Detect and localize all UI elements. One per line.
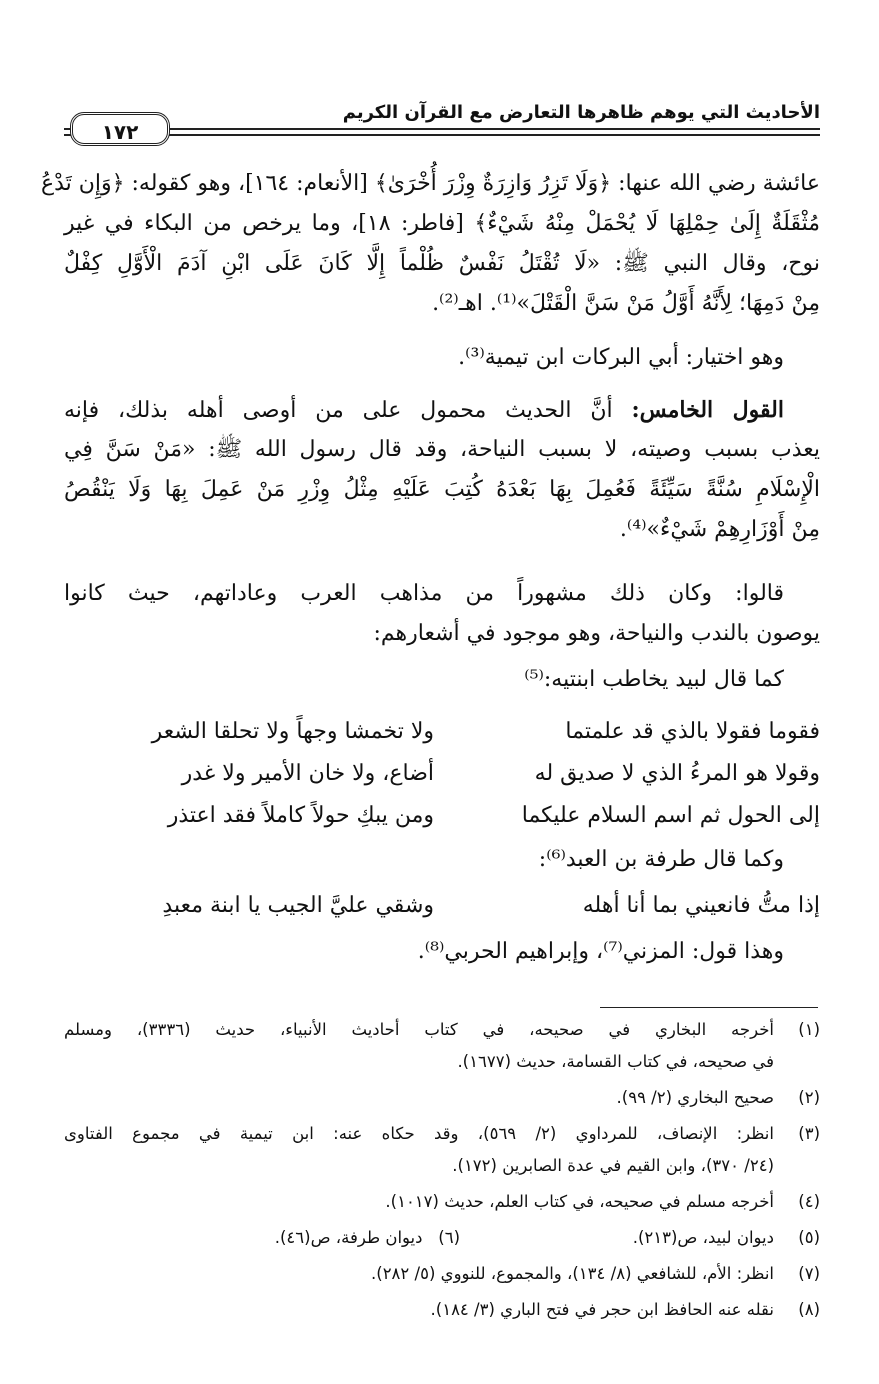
header-rule xyxy=(64,128,820,130)
text-line: مِنْ أَوْزَارِهِمْ شَيْءٌ»⁽⁴⁾. xyxy=(619,517,820,542)
footnote-number: (٢) xyxy=(798,1088,820,1107)
footnote-text: انظر: الإنصاف، للمرداوي (٢/ ٥٦٩)، وقد حكاه عنه: ابن تيمية في مجموع الفتاوى xyxy=(64,1124,774,1143)
footnote-number: (٦) xyxy=(438,1228,460,1247)
footnote-text: ديوان طرفة، ص(٤٦). xyxy=(274,1228,423,1247)
footnote-text: في صحيحه، في كتاب القسامة، حديث (١٦٧٧). xyxy=(457,1052,774,1071)
verse-first-hemistich: إذا متُّ فانعيني بما أنا أهله xyxy=(582,893,820,918)
footnote-text: (٢٤/ ٣٧٠)، وابن القيم في عدة الصابرين (١٧٢). xyxy=(452,1156,774,1175)
text-span: أنَّ الحديث محمول على من أوصى أهله بذلك، فإنه xyxy=(64,398,613,423)
footnote-second-entry xyxy=(275,1222,460,1254)
verse-second-hemistich: أضاع، ولا خان الأمير ولا غدر xyxy=(181,761,434,786)
footnote xyxy=(64,1222,820,1254)
footnote-text: انظر: الأم، للشافعي (٨/ ١٣٤)، والمجموع، للنووي (٥/ ٢٨٢). xyxy=(371,1264,774,1283)
verse-first-hemistich: إلى الحول ثم اسم السلام عليكما xyxy=(521,803,820,828)
text-line: عائشة رضي الله عنها: ﴿وَلَا تَزِرُ وَازِرَةٌ وِزْرَ أُخْرَىٰ﴾ [الأنعام: ١٦٤]، وهو كقوله: ﴿وَإِن تَدْعُ xyxy=(40,171,820,196)
bold-lead: القول الخامس: xyxy=(631,397,784,423)
poetry-verse xyxy=(64,886,820,926)
poetry-verse xyxy=(64,754,820,794)
text-line: نوح، وقال النبي ﷺ: «لَا تُقْتَلُ نَفْسٌ ظُلْماً إِلَّا كَانَ عَلَى ابْنِ آدَمَ الْأَوَّلِ كِفْلٌ xyxy=(64,251,820,276)
text-line: قالوا: وكان ذلك مشهوراً من مذاهب العرب وعاداتهم، حيث كانوا xyxy=(64,581,784,606)
footnote xyxy=(64,1258,820,1290)
text-line: كما قال لبيد يخاطب ابنتيه:⁽⁵⁾ xyxy=(524,667,784,692)
text-line xyxy=(64,390,820,430)
footnote-number: (٧) xyxy=(798,1264,820,1283)
verse-second-hemistich: ولا تخمشا وجهاً ولا تحلقا الشعر xyxy=(151,719,434,744)
page-number: ١٧٢ xyxy=(70,112,170,146)
footnote-text: ديوان لبيد، ص(٢١٣). xyxy=(632,1228,774,1247)
footnote-number: (٥) xyxy=(798,1228,820,1247)
footnote xyxy=(64,1186,820,1218)
text-line: الْإِسْلَامِ سُنَّةً سَيِّئَةً فَعُمِلَ بِهَا بَعْدَهُ كُتِبَ عَلَيْهِ مِثْلُ وِزْرِ مَنْ عَمِلَ بِهَا وَلَا يَنْقُصُ xyxy=(64,477,820,502)
text-line: وهذا قول: المزني⁽⁷⁾، وإبراهيم الحربي⁽⁸⁾. xyxy=(417,939,784,964)
footnote-continuation xyxy=(64,1046,820,1078)
footnote-continuation xyxy=(64,1150,820,1182)
header-rule xyxy=(64,134,820,136)
footnote xyxy=(64,1082,820,1114)
verse-second-hemistich: ومن يبكِ حولاً كاملاً فقد اعتذر xyxy=(167,803,434,828)
text-line: وهو اختيار: أبي البركات ابن تيمية⁽³⁾. xyxy=(458,345,784,370)
text-line: يعذب بسبب وصيته، لا بسبب النياحة، وقد قال رسول الله ﷺ: «مَنْ سَنَّ فِي xyxy=(64,437,820,462)
verse-second-hemistich: وشقي عليَّ الجيب يا ابنة معبدِ xyxy=(162,893,434,918)
footnote xyxy=(64,1294,820,1326)
footnote-text: أخرجه البخاري في صحيحه، في كتاب أحاديث الأنبياء، حديث (٣٣٣٦)، ومسلم xyxy=(64,1020,774,1039)
footnote xyxy=(64,1118,820,1150)
footnote-number: (٤) xyxy=(798,1192,820,1211)
running-title: الأحاديث التي يوهم ظاهرها التعارض مع القرآن الكريم xyxy=(342,102,820,123)
footnote-text: صحيح البخاري (٢/ ٩٩). xyxy=(616,1088,774,1107)
text-line: يوصون بالندب والنياحة، وهو موجود في أشعارهم: xyxy=(373,621,820,646)
footnote-text: نقله عنه الحافظ ابن حجر في فتح الباري (٣/ ١٨٤). xyxy=(430,1300,774,1319)
poetry-verse xyxy=(64,796,820,836)
footnote-number: (٣) xyxy=(798,1124,820,1143)
footnote-number: (٨) xyxy=(798,1300,820,1319)
footnote-text: أخرجه مسلم في صحيحه، في كتاب العلم، حديث (١٠١٧). xyxy=(385,1192,774,1211)
footnote-separator xyxy=(600,1007,818,1008)
footnote xyxy=(64,1014,820,1046)
verse-first-hemistich: فقوما فقولا بالذي قد علمتما xyxy=(565,719,820,744)
page-header xyxy=(64,100,820,146)
text-line: وكما قال طرفة بن العبد⁽⁶⁾: xyxy=(538,847,784,872)
verse-first-hemistich: وقولا هو المرءُ الذي لا صديق له xyxy=(534,761,820,786)
text-line: مُثْقَلَةٌ إِلَىٰ حِمْلِهَا لَا يُحْمَلْ مِنْهُ شَيْءٌ﴾ [فاطر: ١٨]، وما يرخص من البكاء في غير xyxy=(64,211,820,236)
footnote-number: (١) xyxy=(798,1020,820,1039)
text-line: مِنْ دَمِهَا؛ لِأَنَّهُ أَوَّلُ مَنْ سَنَّ الْقَتْلَ»⁽¹⁾. اهـ⁽²⁾. xyxy=(432,291,820,316)
poetry-verse xyxy=(64,712,820,752)
